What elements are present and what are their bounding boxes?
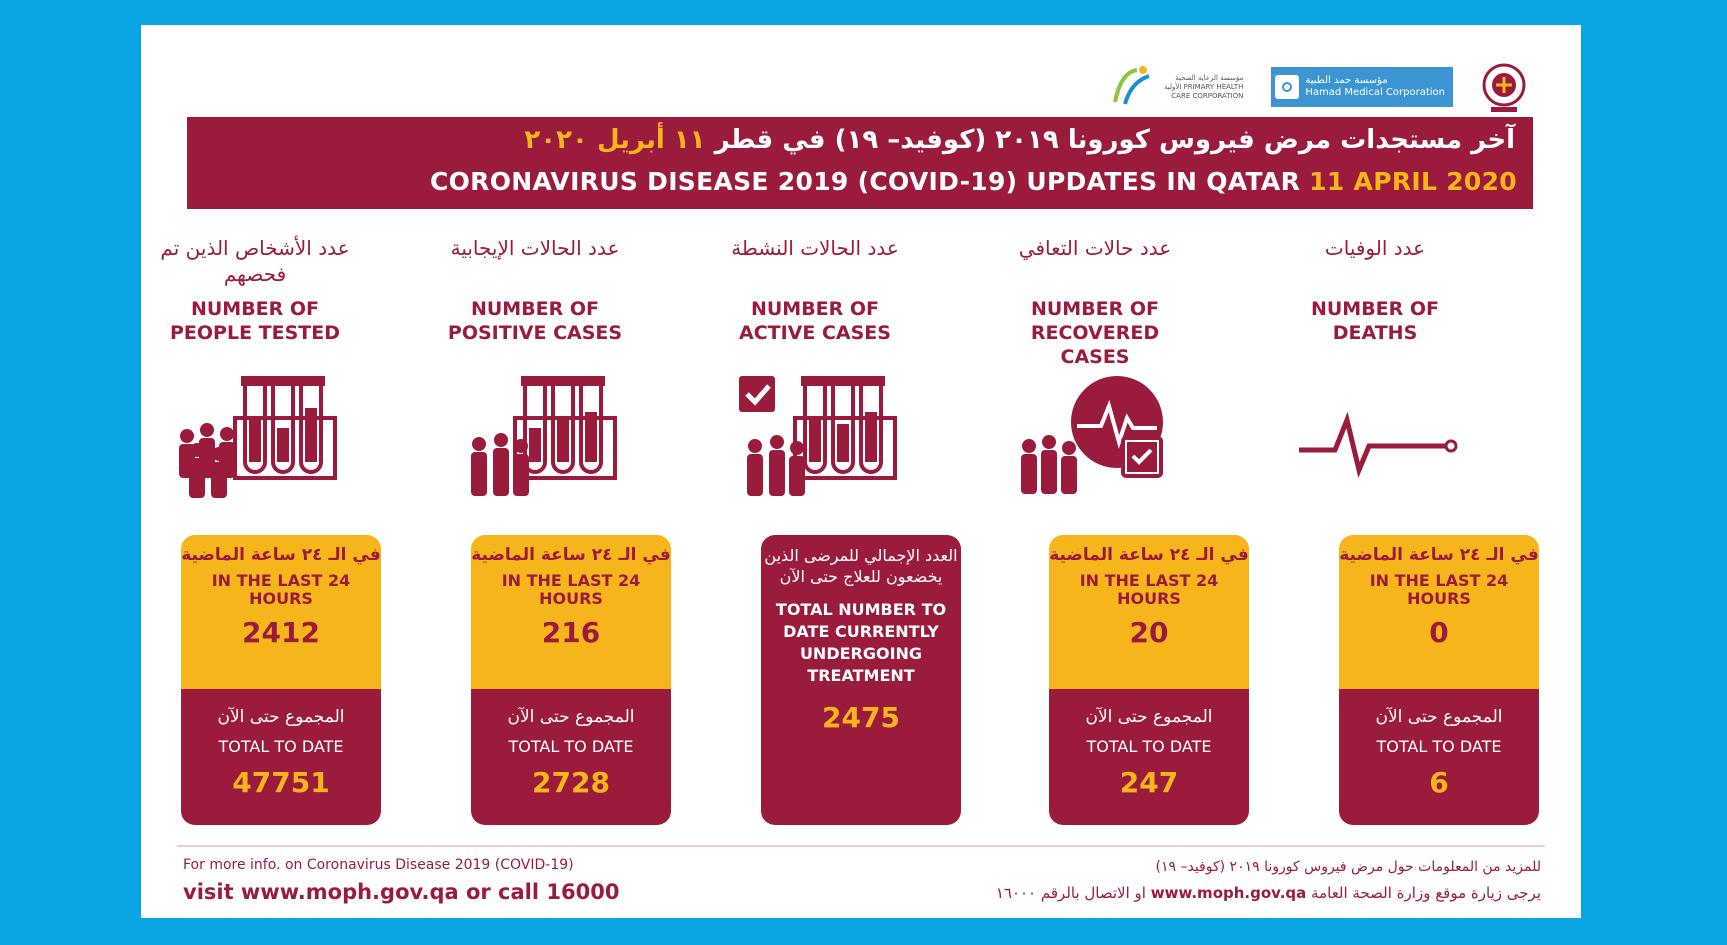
total-label-en: TOTAL TO DATE — [1086, 737, 1212, 756]
total-value: 2475 — [822, 701, 900, 734]
last24-value: 2412 — [242, 616, 320, 649]
last24-label-ar: في الـ ٢٤ ساعة الماضية — [471, 545, 671, 565]
column-recovered-cases — [995, 235, 1195, 513]
column-deaths — [1275, 235, 1475, 513]
column-people-tested — [155, 235, 355, 513]
column-title-en: NUMBER OF DEATHS — [1310, 298, 1440, 344]
total-label-en: TOTAL TO DATE — [1376, 737, 1502, 756]
column-title-en: NUMBER OF ACTIVE CASES — [739, 298, 891, 344]
column-active-cases — [715, 235, 915, 513]
column-title-ar: عدد الوفيات — [1324, 236, 1426, 260]
total-label-en: TOTAL TO DATE — [508, 737, 634, 756]
column-title-en: NUMBER OF PEOPLE TESTED — [169, 298, 341, 344]
footer-contact-ar — [996, 884, 1541, 902]
footer-info-ar: للمزيد من المعلومات حول مرض فيروس كورونا ٢٠١٩ (كوفيد– ١٩) — [1155, 859, 1541, 875]
last24-label-en: IN THE LAST 24 HOURS — [211, 571, 351, 608]
total-label-ar: المجموع حتى الآن — [217, 707, 345, 727]
active-total-label-ar: العدد الإجمالي للمرضى الذين يخضعون للعلاج حتى الآن — [764, 546, 958, 586]
last24-label-ar: في الـ ٢٤ ساعة الماضية — [1339, 545, 1539, 565]
footer-url-link[interactable]: www.moph.gov.qa — [1150, 884, 1307, 902]
last24-value: 20 — [1129, 616, 1169, 649]
column-title-ar: عدد الحالات النشطة — [731, 236, 899, 260]
total-value: 247 — [1119, 766, 1179, 799]
total-value: 6 — [1429, 766, 1449, 799]
hmc-name-en: Hamad Medical Corporation — [1305, 87, 1445, 98]
total-label-ar: المجموع حتى الآن — [1085, 707, 1213, 727]
column-title-ar: عدد الحالات الإيجابية — [450, 236, 620, 260]
active-cases-icon — [715, 363, 915, 513]
banner-date-ar: ١١ أبريل ٢٠٢٠ — [524, 125, 706, 155]
stat-box-people-tested — [181, 535, 381, 825]
banner-title-en — [430, 167, 1517, 196]
people-test-tubes-icon — [435, 363, 635, 513]
last24-label-en: IN THE LAST 24 HOURS — [1369, 571, 1509, 608]
moph-emblem-icon — [1481, 59, 1527, 115]
logo-bar — [1107, 47, 1527, 127]
column-positive-cases — [435, 235, 635, 513]
stat-box-recovered-cases — [1049, 535, 1249, 825]
stat-box-deaths — [1339, 535, 1539, 825]
banner-title-ar — [524, 125, 1515, 155]
active-total-label-en: TOTAL NUMBER TO DATE CURRENTLY UNDERGOING TREATMENT — [775, 600, 947, 685]
total-value: 47751 — [232, 766, 330, 799]
last24-label-ar: في الـ ٢٤ ساعة الماضية — [1049, 545, 1249, 565]
hmc-logo — [1271, 67, 1453, 107]
last24-value: 216 — [541, 616, 601, 649]
last24-label-en: IN THE LAST 24 HOURS — [1079, 571, 1219, 608]
total-value: 2728 — [532, 766, 610, 799]
recovered-heartbeat-icon — [995, 363, 1195, 513]
column-title-en: NUMBER OF RECOVERED CASES — [1030, 298, 1160, 368]
flatline-icon — [1275, 363, 1475, 513]
footer-divider — [177, 845, 1545, 847]
column-title-ar: عدد حالات التعافي — [1018, 236, 1172, 260]
stat-box-active-cases — [761, 535, 961, 825]
footer-call-ar: او الاتصال بالرقم ١٦٠٠٠ — [995, 884, 1146, 902]
total-label-en: TOTAL TO DATE — [218, 737, 344, 756]
column-title-ar: عدد الأشخاص الذين تم فحصهم — [160, 236, 350, 286]
banner-title-en-main: CORONAVIRUS DISEASE 2019 (COVID-19) UPDATES IN QATAR — [429, 167, 1301, 196]
hmc-name-ar: مؤسسة حمد الطبية — [1305, 75, 1388, 86]
footer-visit-ar: يرجى زيارة موقع وزارة الصحة العامة — [1311, 884, 1541, 902]
phcc-logo — [1107, 62, 1243, 112]
column-title-en: NUMBER OF POSITIVE CASES — [447, 298, 623, 344]
footer-contact-en[interactable]: visit www.moph.gov.qa or call 16000 — [183, 880, 620, 904]
last24-value: 0 — [1429, 616, 1449, 649]
stat-box-positive-cases — [471, 535, 671, 825]
footer-info-en: For more info. on Coronavirus Disease 2019 (COVID-19) — [183, 857, 574, 873]
title-banner — [187, 117, 1533, 209]
last24-label-ar: في الـ ٢٤ ساعة الماضية — [181, 545, 381, 565]
banner-title-ar-main: آخر مستجدات مرض فيروس كورونا ٢٠١٩ (كوفيد– ١٩) في قطر — [714, 125, 1515, 155]
phcc-text: مؤسسة الرعاية الصحية الأولية PRIMARY HEALTH CARE CORPORATION — [1163, 73, 1244, 100]
people-test-tubes-icon — [155, 363, 355, 513]
total-label-ar: المجموع حتى الآن — [1375, 707, 1503, 727]
phcc-mark-icon — [1107, 62, 1157, 112]
infographic-card — [141, 25, 1581, 918]
banner-date-en: 11 APRIL 2020 — [1309, 167, 1517, 196]
hmc-mark-icon — [1275, 75, 1299, 99]
total-label-ar: المجموع حتى الآن — [507, 707, 635, 727]
last24-label-en: IN THE LAST 24 HOURS — [501, 571, 641, 608]
